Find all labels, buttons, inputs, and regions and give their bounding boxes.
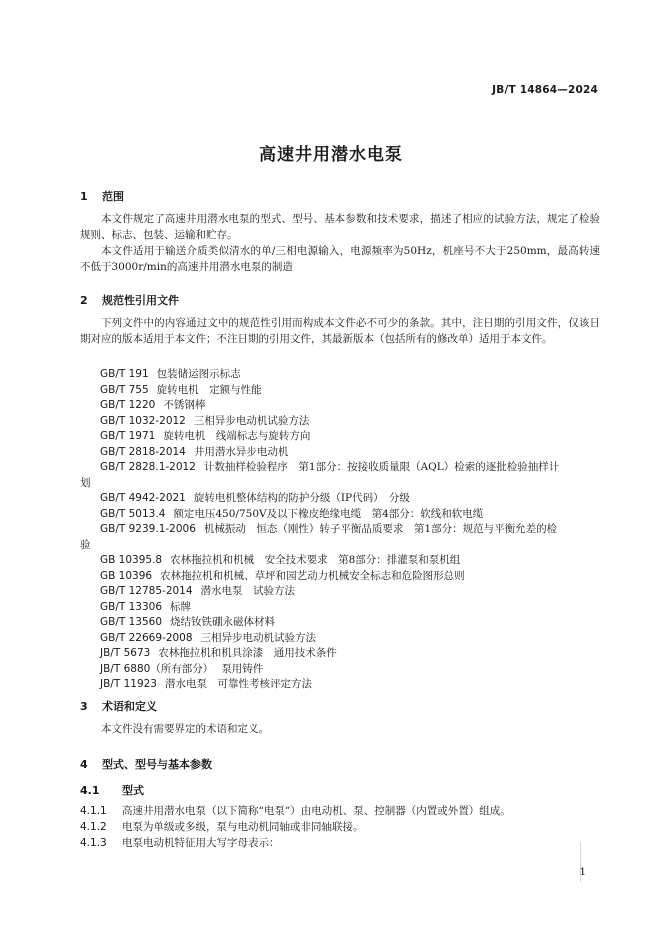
section-2-number: 2 <box>80 294 88 307</box>
reference-title: 农林拖拉机和机械、草坪和园艺动力机械安全标志和危险图形总则 <box>160 569 465 582</box>
reference-title: 额定电压450/750V及以下橡皮绝缘电缆 第4部分：软线和软电缆 <box>173 507 484 520</box>
section-2-intro: 下列文件中的内容通过文中的规范性引用而构成本文件必不可少的条款。其中，注日期的引用文件，仅该日期对应的版本适用于本文件；不注日期的引用文件，其最新版本（包括所有的修改单）适用于本文件。 <box>80 317 600 345</box>
document-title: 高速井用潜水电泵 <box>259 145 403 165</box>
clause-4-1-1 <box>80 804 511 819</box>
reference-title: 井用潜水异步电动机 <box>193 445 289 458</box>
clause-text: 电泵电动机特征用大写字母表示： <box>122 837 280 849</box>
reference-title: 泵用铸件 <box>221 662 264 675</box>
reference-title: 机械振动 恒态（刚性）转子平衡品质要求 第1部分：规范与平衡允差的检 <box>203 523 558 535</box>
reference-title: 潜水电泵 可靠性考核评定方法 <box>165 678 312 690</box>
reference-item <box>100 459 559 474</box>
reference-item <box>100 568 465 583</box>
reference-title: 计数抽样检验程序 第1部分：按接收质量限（AQL）检索的逐批检验抽样计 <box>203 461 560 473</box>
section-3-paragraph-1: 本文件没有需要界定的术语和定义。 <box>101 723 269 735</box>
reference-code: GB/T 191 <box>100 368 149 380</box>
reference-code: GB/T 755 <box>100 383 149 396</box>
reference-title: 标牌 <box>170 600 192 613</box>
reference-code: GB/T 4942-2021 <box>100 492 186 504</box>
section-1-paragraph-1: 本文件规定了高速井用潜水电泵的型式、型号、基本参数和技术要求，描述了相应的试验方法，规定了检验规则、标志、包装、运输和贮存。 <box>80 213 600 241</box>
section-2-title: 规范性引用文件 <box>102 294 179 307</box>
clause-number: 4.1.1 <box>80 805 107 817</box>
reference-item <box>100 661 263 676</box>
reference-code: GB/T 13560 <box>100 616 163 628</box>
reference-title: 旋转电机整体结构的防护分级（IP代码） 分级 <box>193 492 410 504</box>
reference-item <box>100 444 288 459</box>
reference-item <box>100 676 312 691</box>
clause-4-1-2 <box>80 820 364 835</box>
section-3-number: 3 <box>80 700 88 713</box>
reference-title-continuation: 验 <box>80 538 91 551</box>
reference-title: 不锈钢棒 <box>163 399 206 411</box>
reference-code: JB/T 11923 <box>100 678 157 690</box>
subsection-4-1-title: 型式 <box>122 784 144 797</box>
clause-4-1-3 <box>80 836 280 851</box>
reference-code: GB/T 13306 <box>100 600 163 613</box>
subsection-4-1-heading <box>80 782 144 798</box>
reference-code: GB/T 2828.1-2012 <box>100 461 196 473</box>
reference-title: 农林拖拉机和机械 安全技术要求 第8部分：排灌泵和泵机组 <box>170 554 461 566</box>
reference-title: 农林拖拉机和机具涂漆 通用技术条件 <box>158 647 337 659</box>
reference-code: GB/T 22669-2008 <box>100 631 193 644</box>
reference-code: GB/T 1971 <box>100 430 156 442</box>
reference-code: GB 10396 <box>100 569 153 582</box>
reference-code: JB/T 6880（所有部分） <box>100 662 214 675</box>
reference-item <box>100 645 337 660</box>
reference-title: 三相异步电动机试验方法 <box>193 414 310 427</box>
reference-title: 烧结钕铁硼永磁体材料 <box>170 616 276 628</box>
clause-number: 4.1.2 <box>80 821 107 833</box>
reference-item <box>100 599 191 614</box>
reference-code: GB/T 9239.1-2006 <box>100 523 196 535</box>
reference-title: 三相异步电动机试验方法 <box>200 631 317 644</box>
reference-code: GB/T 12785-2014 <box>100 585 193 597</box>
reference-code: GB/T 1032-2012 <box>100 414 186 427</box>
reference-item <box>100 397 205 412</box>
reference-title: 潜水电泵 试验方法 <box>200 585 296 597</box>
reference-item <box>100 413 309 428</box>
standard-number: JB/T 14864—2024 <box>492 84 598 96</box>
section-1-title: 范围 <box>102 190 124 203</box>
reference-item <box>100 521 557 536</box>
section-3-title: 术语和定义 <box>102 700 157 713</box>
reference-title-continuation: 划 <box>80 476 91 489</box>
clause-text: 高速井用潜水电泵（以下简称“电泵”）由电动机、泵、控制器（内置或外置）组成。 <box>122 805 511 817</box>
reference-title: 旋转电机 线端标志与旋转方向 <box>163 430 311 442</box>
page-number: 1 <box>579 866 586 878</box>
reference-code: GB 10395.8 <box>100 554 163 566</box>
reference-item <box>100 382 262 397</box>
reference-item <box>100 583 295 598</box>
clause-text: 电泵为单级或多级，泵与电动机同轴或非同轴联接。 <box>122 821 364 833</box>
reference-item <box>100 630 316 645</box>
reference-item <box>100 506 483 521</box>
reference-title: 旋转电机 定额与性能 <box>156 383 262 396</box>
reference-code: GB/T 2818-2014 <box>100 445 186 458</box>
reference-item <box>100 614 275 629</box>
reference-code: GB/T 5013.4 <box>100 507 166 520</box>
reference-code: JB/T 5673 <box>100 647 151 659</box>
reference-code: GB/T 1220 <box>100 399 156 411</box>
section-3-heading <box>80 698 157 714</box>
reference-title: 包装储运图示标志 <box>156 368 241 380</box>
section-4-heading <box>80 756 212 772</box>
section-1-paragraph-2: 本文件适用于输送介质类似清水的单/三相电源输入，电源频率为50Hz，机座号不大于250mm，最高转速不低于3000r/min的高速井用潜水电泵的制造 <box>80 245 600 273</box>
subsection-4-1-number: 4.1 <box>80 784 100 797</box>
section-2-heading <box>80 292 179 308</box>
reference-item <box>100 490 410 505</box>
section-4-number: 4 <box>80 758 88 771</box>
section-1-number: 1 <box>80 190 88 203</box>
section-1-heading <box>80 188 124 204</box>
reference-item <box>100 428 310 443</box>
clause-number: 4.1.3 <box>80 837 107 849</box>
reference-item <box>100 366 241 381</box>
section-4-title: 型式、型号与基本参数 <box>102 758 212 771</box>
reference-item <box>100 552 460 567</box>
